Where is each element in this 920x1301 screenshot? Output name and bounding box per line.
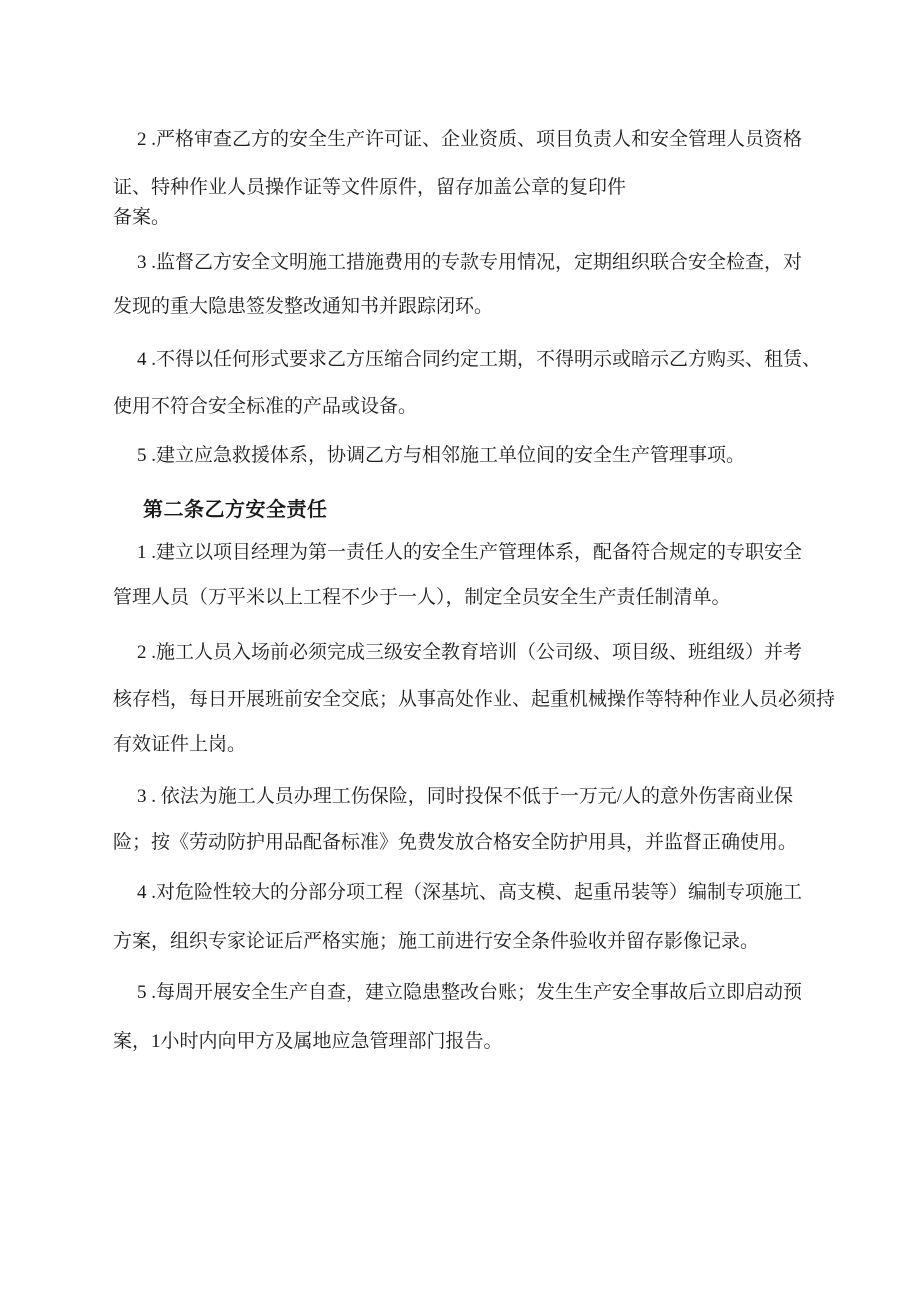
clause-b5-line-1: 5 .每周开展安全生产自查，建立隐患整改台账；发生生产安全事故后立即启动预 <box>137 982 803 1003</box>
clause-b1-line-1: 1 .建立以项目经理为第一责任人的安全生产管理体系，配备符合规定的专职安全 <box>137 542 803 563</box>
clause-b1-line-2: 管理人员（万平米以上工程不少于一人），制定全员安全生产责任制清单。 <box>113 587 731 608</box>
clause-b3-line-2: 险；按《劳动防护用品配备标准》免费发放合格安全防护用具，并监督正确使用。 <box>113 832 798 853</box>
clause-b5-line-2: 案，1小时内向甲方及属地应急管理部门报告。 <box>113 1031 503 1052</box>
clause-a3-line-1: 3 .监督乙方安全文明施工措施费用的专款专用情况，定期组织联合安全检查，对 <box>137 252 803 273</box>
clause-b2-line-1: 2 .施工人员入场前必须完成三级安全教育培训（公司级、项目级、班组级）并考 <box>137 642 803 663</box>
clause-b2-line-3: 有效证件上岗。 <box>113 734 247 755</box>
clause-b4-line-1: 4 .对危险性较大的分部分项工程（深基坑、高支模、起重吊装等）编制专项施工 <box>137 882 803 903</box>
clause-a3-line-2: 发现的重大隐患签发整改通知书并跟踪闭环。 <box>113 296 494 317</box>
clause-a5-line-1: 5 .建立应急救援体系，协调乙方与相邻施工单位间的安全生产管理事项。 <box>137 445 746 466</box>
section-heading: 第二条乙方安全责任 <box>143 499 328 521</box>
clause-b3-line-1: 3 . 依法为施工人员办理工伤保险，同时投保不低于一万元/人的意外伤害商业保 <box>137 786 794 807</box>
clause-b2-line-2: 核存档，每日开展班前安全交底；从事高处作业、起重机械操作等特种作业人员必须持 <box>113 689 836 710</box>
clause-a2-line-2: 证、特种作业人员操作证等文件原件，留存加盖公章的复印件 <box>113 177 627 198</box>
clause-a4-line-2: 使用不符合安全标准的产品或设备。 <box>113 396 418 417</box>
clause-b4-line-2: 方案，组织专家论证后严格实施；施工前进行安全条件验收并留存影像记录。 <box>113 931 760 952</box>
clause-a2-line-1: 2 .严格审查乙方的安全生产许可证、企业资质、项目负责人和安全管理人员资格 <box>137 129 803 150</box>
clause-a4-line-1: 4 .不得以任何形式要求乙方压缩合同约定工期，不得明示或暗示乙方购买、租赁、 <box>137 349 822 370</box>
clause-a2-line-3: 备案。 <box>113 207 171 228</box>
